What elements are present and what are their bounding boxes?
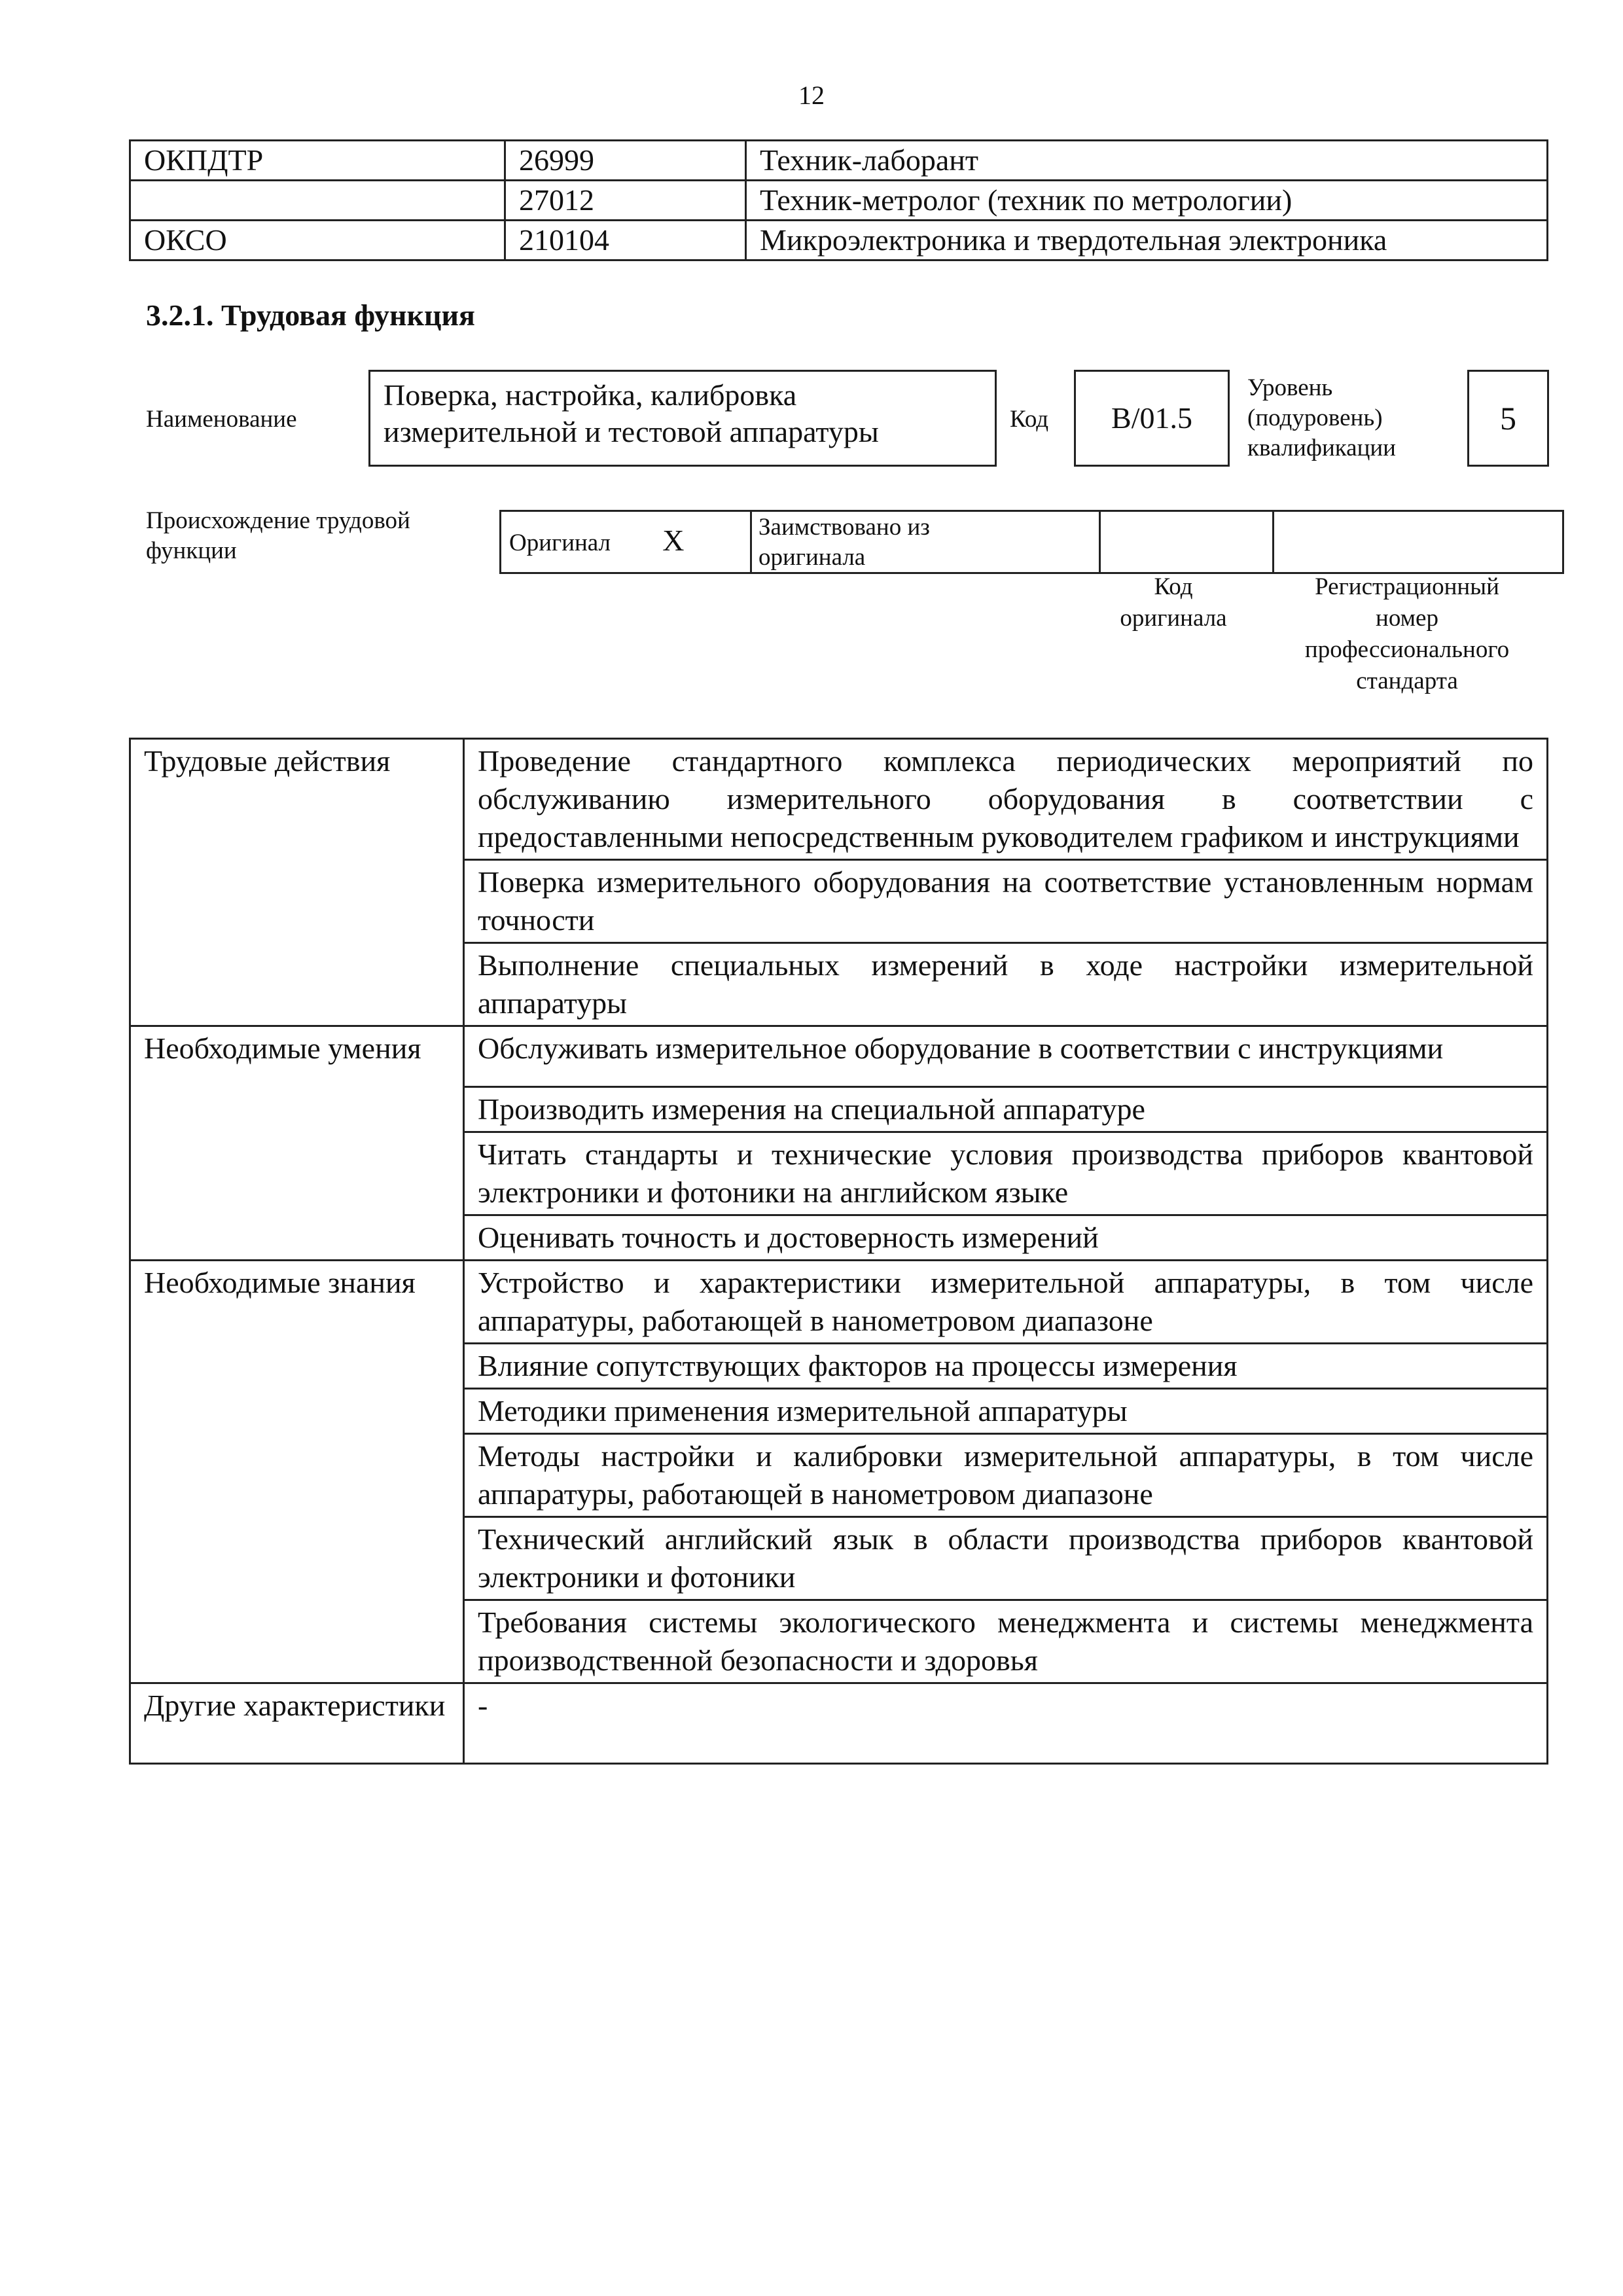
- level-label-line: Уровень: [1247, 374, 1333, 401]
- origin-table: [499, 510, 1564, 574]
- borrowed-line: оригинала: [758, 544, 866, 571]
- origin-label-line: функции: [146, 537, 237, 564]
- level-label: [1247, 373, 1396, 463]
- table-row: [130, 739, 1548, 860]
- skill-item: Производить измерения на специальной аппаратуре: [464, 1087, 1548, 1132]
- actions-label: Трудовые действия: [130, 739, 464, 1026]
- code-caption: [1088, 571, 1259, 634]
- classifier-table: [129, 139, 1548, 261]
- action-item: Проведение стандартного комплекса периодических мероприятий по обслуживанию измерительного оборудования в соответствии с предоставленными непосредственным руководителем графиком и инструкциями: [464, 739, 1548, 860]
- classifier-name: ОКСО: [130, 221, 505, 260]
- registration-caption: [1263, 571, 1551, 697]
- knowledge-item: Технический английский язык в области производства приборов квантовой электроники и фотоники: [464, 1517, 1548, 1600]
- skill-item: Читать стандарты и технические условия производства приборов квантовой электроники и фотоники на английском языке: [464, 1132, 1548, 1215]
- skill-item: Обслуживать измерительное оборудование в соответствии с инструкциями: [464, 1026, 1548, 1087]
- origin-label-line: Происхождение трудовой: [146, 507, 410, 534]
- code-value-box: В/01.5: [1074, 370, 1230, 467]
- caption-line: Код: [1154, 573, 1193, 600]
- other-label: Другие характеристики: [130, 1683, 464, 1764]
- caption-line: Регистрационный: [1315, 573, 1499, 600]
- caption-line: стандарта: [1356, 668, 1458, 694]
- table-row: [130, 181, 1548, 221]
- action-item: Поверка измерительного оборудования на соответствие установленным нормам точности: [464, 860, 1548, 943]
- caption-line: оригинала: [1120, 605, 1227, 632]
- action-item: Выполнение специальных измерений в ходе настройки измерительной аппаратуры: [464, 943, 1548, 1026]
- level-label-line: квалификации: [1247, 435, 1396, 461]
- other-value: -: [464, 1683, 1548, 1764]
- knowledge-item: Методы настройки и калибровки измерительной аппаратуры, в том числе аппаратуры, работающей в нанометровом диапазоне: [464, 1434, 1548, 1517]
- table-row: [501, 511, 1563, 573]
- original-label: Оригинал: [509, 529, 611, 556]
- table-row: [130, 1683, 1548, 1764]
- function-name-line: измерительной и тестовой аппаратуры: [383, 415, 879, 448]
- classifier-code: 27012: [505, 181, 746, 221]
- section-title: 3.2.1. Трудовая функция: [146, 298, 475, 332]
- knowledge-item: Методики применения измерительной аппаратуры: [464, 1389, 1548, 1434]
- name-label: Наименование: [146, 406, 297, 433]
- registration-number-cell: [1274, 511, 1563, 573]
- table-row: [130, 1261, 1548, 1344]
- knowledge-item: Влияние сопутствующих факторов на процессы измерения: [464, 1344, 1548, 1389]
- knowledge-item: Устройство и характеристики измерительной аппаратуры, в том числе аппаратуры, работающей в нанометровом диапазоне: [464, 1261, 1548, 1344]
- original-mark: X: [662, 524, 685, 557]
- classifier-title: Микроэлектроника и твердотельная электроника: [746, 221, 1548, 260]
- page-number: 12: [798, 81, 825, 110]
- table-row: [130, 1026, 1548, 1087]
- classifier-name: [130, 181, 505, 221]
- skills-label: Необходимые умения: [130, 1026, 464, 1261]
- classifier-title: Техник-лаборант: [746, 141, 1548, 181]
- table-row: [130, 141, 1548, 181]
- labor-function-table: [129, 738, 1548, 1765]
- classifier-name: ОКПДТР: [130, 141, 505, 181]
- function-name-box: [368, 370, 997, 467]
- level-value-box: 5: [1467, 370, 1549, 467]
- knowledge-item: Требования системы экологического менеджмента и системы менеджмента производственной безопасности и здоровья: [464, 1600, 1548, 1683]
- caption-line: профессионального: [1304, 636, 1510, 663]
- caption-line: номер: [1376, 605, 1438, 632]
- classifier-title: Техник-метролог (техник по метрологии): [746, 181, 1548, 221]
- classifier-code: 26999: [505, 141, 746, 181]
- original-code-cell: [1100, 511, 1274, 573]
- knowledge-label: Необходимые знания: [130, 1261, 464, 1683]
- original-cell: [501, 511, 751, 573]
- function-name-line: Поверка, настройка, калибровка: [383, 378, 797, 412]
- borrowed-line: Заимствовано из: [758, 514, 930, 541]
- level-label-line: (подуровень): [1247, 404, 1383, 431]
- code-label: Код: [1010, 406, 1049, 433]
- borrowed-cell: [751, 511, 1100, 573]
- origin-label: [146, 506, 410, 566]
- table-row: [130, 221, 1548, 260]
- classifier-code: 210104: [505, 221, 746, 260]
- skill-item: Оценивать точность и достоверность измерений: [464, 1215, 1548, 1261]
